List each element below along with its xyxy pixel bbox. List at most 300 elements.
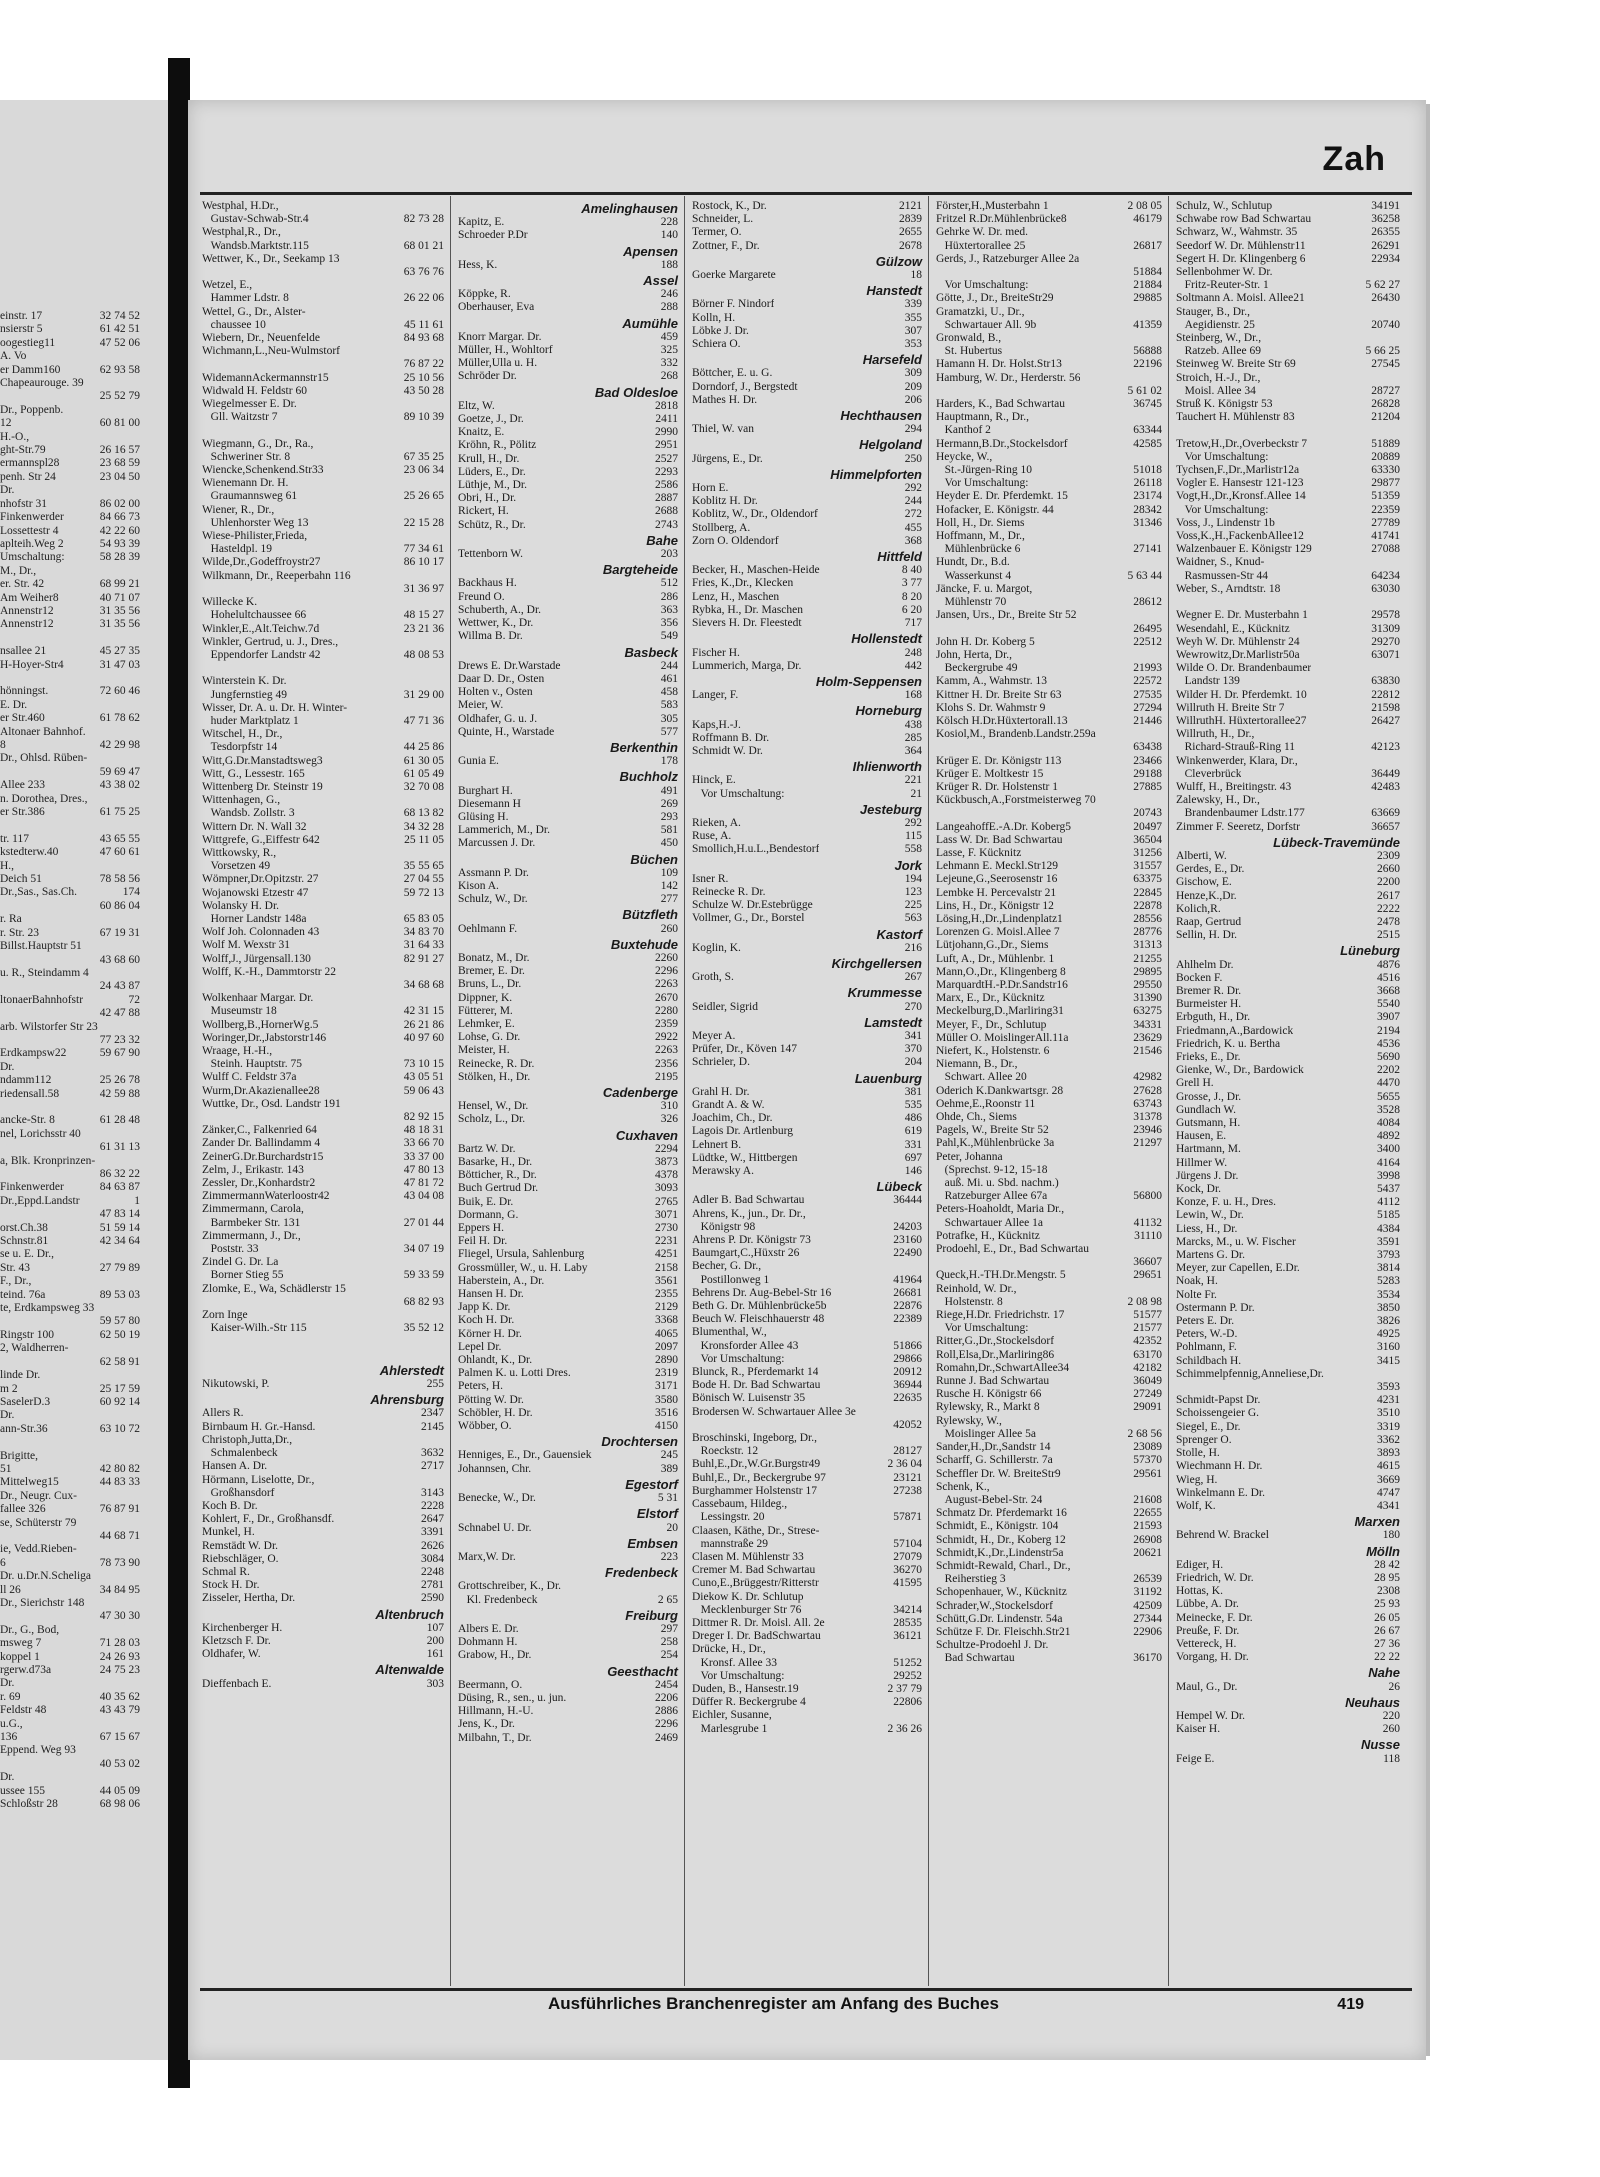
entry-phone-number: 42 31 15 <box>403 1005 444 1018</box>
entry-phone-number: 294 <box>904 423 922 436</box>
place-heading: Holm-Seppensen <box>815 673 922 689</box>
place-heading: Fredenbeck <box>605 1565 678 1581</box>
directory-entry <box>692 1525 922 1538</box>
entry-phone-number: 34 07 19 <box>403 1243 444 1256</box>
entry-phone-number: 22878 <box>1133 899 1162 912</box>
entry-name: penh. Str 24 <box>0 470 56 483</box>
directory-entry <box>692 312 922 325</box>
entry-name: Pohlmann, F. <box>1176 1341 1237 1354</box>
directory-entry <box>458 965 678 978</box>
entry-name: Hillmann, H.-U. <box>458 1705 534 1718</box>
entry-name: Poststr. 33 <box>202 1243 259 1256</box>
entry-phone-number <box>1156 1058 1162 1071</box>
directory-entry <box>1176 1723 1400 1736</box>
entry-name: Bad Schwartau <box>936 1652 1015 1665</box>
entry-phone-number: 25 93 <box>1374 1598 1400 1611</box>
entry-phone-number: 22906 <box>1133 1625 1162 1638</box>
entry-name <box>0 1208 3 1221</box>
entry-phone-number <box>1156 1560 1162 1573</box>
directory-entry <box>202 319 444 332</box>
entry-name: Bremer R. Dr. <box>1176 984 1242 997</box>
directory-entry <box>202 609 444 622</box>
directory-entry <box>202 490 444 503</box>
entry-name: Zottner, F., Dr. <box>692 239 760 252</box>
entry-phone-number: 47 83 14 <box>99 1208 140 1221</box>
directory-entry <box>202 477 444 490</box>
entry-name: Harders, K., Bad Schwartau <box>936 398 1066 411</box>
entry-phone-number: 45 11 61 <box>404 318 444 331</box>
entry-phone-number <box>1156 411 1162 424</box>
entry-name: Großhansdorf <box>202 1486 275 1499</box>
entry-phone-number: 48 15 27 <box>403 609 444 622</box>
entry-name <box>202 424 205 437</box>
entry-phone-number: 512 <box>660 577 678 590</box>
entry-phone-number: 2 36 26 <box>887 1722 922 1735</box>
entry-phone-number: 27 36 <box>1374 1637 1400 1650</box>
directory-entry <box>1176 755 1400 768</box>
directory-entry <box>458 259 678 272</box>
entry-phone-number: 57370 <box>1133 1454 1162 1467</box>
entry-name: Friedrich, K. u. Bertha <box>1176 1037 1281 1050</box>
entry-name: Munkel, H. <box>202 1526 255 1539</box>
directory-entry <box>202 1434 444 1447</box>
entry-name: Kletzsch F. Dr. <box>202 1634 271 1647</box>
directory-entry <box>936 1534 1162 1547</box>
book-spine <box>168 58 190 2088</box>
left-strip-entry <box>0 1034 140 1047</box>
entry-phone-number: 28 95 <box>1374 1571 1400 1584</box>
entry-name: Burghammer Holstenstr 17 <box>692 1484 817 1497</box>
directory-entry <box>1176 1474 1400 1487</box>
entry-name: Hausen, E. <box>1176 1130 1227 1143</box>
entry-phone-number: 76 87 22 <box>403 358 444 371</box>
directory-entry <box>458 893 678 906</box>
entry-name: Friedmann,A.,Bardowick <box>1176 1024 1294 1037</box>
directory-entry <box>692 732 922 745</box>
entry-name <box>0 632 3 645</box>
directory-entry <box>692 1511 922 1524</box>
entry-phone-number: 61 78 62 <box>99 712 140 725</box>
entry-phone-number: 27238 <box>893 1484 922 1497</box>
directory-entry <box>202 1500 444 1513</box>
directory-entry <box>936 596 1162 609</box>
entry-phone-number: 26828 <box>1371 398 1400 411</box>
entry-phone-number: 51889 <box>1371 437 1400 450</box>
directory-entry <box>202 1635 444 1648</box>
entry-name: Erbguth, H., Dr. <box>1176 1011 1251 1024</box>
directory-entry <box>458 1649 678 1662</box>
directory-entry <box>202 728 444 741</box>
entry-name: Kaps,H.-J. <box>692 718 741 731</box>
entry-name: Wiechmann H. Dr. <box>1176 1460 1263 1473</box>
entry-phone-number: 370 <box>904 1043 922 1056</box>
directory-entry <box>458 301 678 314</box>
entry-name: Klohs S. Dr. Wahmstr 9 <box>936 701 1046 714</box>
place-heading: Cadenberge <box>602 1085 678 1100</box>
entry-name: Roffmann B. Dr. <box>692 731 770 744</box>
entry-name: Oberhauser, Eva <box>458 301 535 314</box>
entry-name: Krüger E. Moltkestr 15 <box>936 767 1044 780</box>
directory-entry <box>1176 807 1400 820</box>
directory-entry <box>202 1203 444 1216</box>
entry-name: Koglin, K. <box>692 941 741 954</box>
entry-phone-number: 2280 <box>655 1004 678 1017</box>
directory-entry <box>1176 623 1400 636</box>
entry-name: nsierstr 5 <box>0 323 43 336</box>
entry-phone-number: 3391 <box>421 1526 444 1539</box>
entry-phone-number: 36270 <box>893 1564 922 1577</box>
entry-phone-number: 26681 <box>893 1286 922 1299</box>
entry-name <box>0 954 3 967</box>
left-strip-entry <box>0 766 140 779</box>
place-heading: Altenbruch <box>375 1606 444 1622</box>
entry-name: Rasmussen-Str 44 <box>1176 569 1268 582</box>
entry-name: St. Hubertus <box>936 345 1003 358</box>
entry-phone-number: 2231 <box>655 1235 678 1248</box>
entry-name: Schildbach H. <box>1176 1354 1242 1367</box>
entry-name: Mühlenstr 70 <box>936 596 1007 609</box>
directory-entry <box>1176 226 1400 239</box>
entry-name: MarquardtH.-P.Dr.Sandstr16 <box>936 978 1068 991</box>
left-strip-entry <box>0 1771 140 1784</box>
entry-phone-number: 28535 <box>893 1616 922 1629</box>
entry-phone-number: 68 13 82 <box>403 807 444 820</box>
entry-name: Gischow, E. <box>1176 876 1232 889</box>
entry-name: ancke-Str. 8 <box>0 1114 55 1127</box>
directory-entry <box>936 411 1162 424</box>
entry-phone-number: 89 53 03 <box>99 1288 140 1301</box>
directory-entry <box>936 464 1162 477</box>
entry-phone-number: 42 29 98 <box>99 739 140 751</box>
entry-phone-number: 34 68 68 <box>403 978 444 991</box>
entry-name: linde Dr. <box>0 1369 41 1382</box>
directory-entry <box>458 344 678 357</box>
left-strip-entry <box>0 1557 140 1570</box>
entry-name: Winkler, Gertrud, u. J., Dres., <box>202 635 339 648</box>
entry-phone-number: 26355 <box>1371 226 1400 239</box>
place-heading: Lüneburg <box>1340 943 1400 959</box>
directory-entry <box>936 926 1162 939</box>
entry-name: Palmen K. u. Lotti Dres. <box>458 1367 571 1380</box>
directory-entry <box>936 1230 1162 1243</box>
entry-phone-number <box>438 1335 444 1348</box>
entry-name: Albers E. Dr. <box>458 1622 519 1635</box>
entry-phone-number <box>1394 596 1400 609</box>
entry-name: Liess, H., Dr. <box>1176 1222 1238 1235</box>
entry-phone-number: 67 35 25 <box>403 450 444 463</box>
directory-entry <box>1176 279 1400 292</box>
left-strip-entry <box>0 712 140 725</box>
entry-name: Groth, S. <box>692 971 734 984</box>
place-heading: Hechthausen <box>840 408 922 424</box>
entry-phone-number <box>438 477 444 490</box>
entry-phone-number: 67 15 67 <box>99 1731 140 1744</box>
entry-name: Hess, K. <box>458 258 498 271</box>
directory-entry <box>202 1407 444 1420</box>
directory-entry <box>202 1283 444 1296</box>
directory-entry <box>202 821 444 834</box>
entry-name: Cremer M. Bad Schwartau <box>692 1564 816 1577</box>
entry-phone-number: 63 10 72 <box>99 1422 140 1435</box>
entry-name: Lins, H., Dr., Königstr 12 <box>936 899 1054 912</box>
directory-entry <box>458 1031 678 1044</box>
entry-phone-number <box>916 1525 922 1538</box>
directory-entry <box>202 1579 444 1592</box>
entry-phone-number: 3561 <box>655 1274 678 1287</box>
entry-phone-number: 59 72 13 <box>403 886 444 899</box>
entry-name: Uhlenhorster Weg 13 <box>202 516 309 529</box>
entry-name: Zorn O. Oldendorf <box>692 534 779 547</box>
entry-name <box>0 1356 3 1369</box>
entry-name: Hamann H. Dr. Holst.Str13 <box>936 358 1062 371</box>
directory-entry <box>1176 1130 1400 1143</box>
entry-phone-number: 21297 <box>1133 1137 1162 1150</box>
directory-entry <box>692 788 922 801</box>
entry-phone-number: 31110 <box>1134 1229 1162 1242</box>
entry-phone-number: 4516 <box>1377 971 1400 984</box>
entry-name: Tretow,H.,Dr.,Overbeckstr 7 <box>1176 437 1308 450</box>
entry-phone-number: 29651 <box>1133 1269 1162 1282</box>
entry-name: Wittkowsky, R., <box>202 846 277 859</box>
left-strip-entry <box>0 1208 140 1221</box>
directory-entry <box>1176 438 1400 451</box>
entry-name: Wilder H. Dr. Pferdemkt. 10 <box>1176 688 1307 701</box>
entry-name: Widwald H. Feldstr 60 <box>202 384 307 397</box>
entry-phone-number <box>1394 728 1400 741</box>
left-strip-entry <box>0 1061 140 1074</box>
directory-entry <box>458 1394 678 1407</box>
entry-name: Meyer, F., Dr., Schlutup <box>936 1018 1047 1031</box>
directory-entry <box>936 583 1162 596</box>
entry-phone-number: 5 63 44 <box>1127 569 1162 582</box>
left-strip-entry <box>0 913 140 926</box>
entry-name: Kirchenberger H. <box>202 1621 283 1634</box>
entry-name: einstr. 17 <box>0 310 43 322</box>
directory-entry <box>692 873 922 886</box>
directory-entry <box>1176 1262 1400 1275</box>
entry-name: Wraage, H.-H., <box>202 1045 273 1057</box>
entry-phone-number: 67 19 31 <box>99 926 140 939</box>
place-heading: Kirchgellersen <box>831 955 922 971</box>
directory-entry <box>458 331 678 344</box>
entry-name <box>0 900 3 913</box>
directory-entry <box>1176 530 1400 543</box>
entry-name <box>0 1315 3 1328</box>
entry-name: Maul, G., Dr. <box>1176 1680 1238 1693</box>
entry-name: Grandt A. & W. <box>692 1099 765 1111</box>
entry-phone-number: 62 93 58 <box>99 363 140 376</box>
entry-name: ndamm112 <box>0 1074 52 1087</box>
entry-name: Hohelultchaussee 66 <box>202 609 307 622</box>
entry-phone-number: 21255 <box>1133 952 1162 965</box>
directory-entry <box>458 1248 678 1261</box>
left-strip-entry <box>0 377 140 390</box>
entry-name: Dr. <box>0 1771 15 1784</box>
entry-phone-number: 2308 <box>1377 1585 1400 1598</box>
entry-name: Hammer Ldstr. 8 <box>202 292 289 305</box>
left-strip-entry <box>0 1074 140 1087</box>
directory-entry <box>202 807 444 820</box>
directory-entry <box>936 1520 1162 1533</box>
entry-name: Lembke H. Percevalstr 21 <box>936 886 1057 899</box>
directory-entry <box>692 1099 922 1112</box>
left-strip-entry <box>0 1463 140 1476</box>
left-strip-entry <box>0 1195 140 1208</box>
entry-phone-number: 4112 <box>1377 1196 1400 1209</box>
entry-phone-number: 455 <box>904 521 922 534</box>
entry-phone-number: 3593 <box>1377 1381 1400 1394</box>
left-strip-entry <box>0 498 140 511</box>
entry-name: Düffer R. Beckergrube 4 <box>692 1696 806 1709</box>
entry-phone-number: 109 <box>660 866 678 879</box>
entry-phone-number: 2688 <box>655 505 678 518</box>
entry-phone-number: 5690 <box>1377 1051 1400 1063</box>
left-strip-entry <box>0 1798 140 1811</box>
left-strip-entry <box>0 471 140 484</box>
directory-entry <box>1176 1275 1400 1288</box>
place-heading: Aumühle <box>622 315 678 331</box>
directory-entry <box>202 926 444 939</box>
entry-name: Langer, F. <box>692 689 739 702</box>
directory-entry <box>692 1139 922 1152</box>
place-heading: Assel <box>643 273 678 289</box>
entry-phone-number: 3907 <box>1377 1011 1400 1024</box>
left-strip-entry <box>0 1128 140 1141</box>
directory-entry <box>458 1169 678 1182</box>
left-strip-entry <box>0 940 140 953</box>
listing-column-5 <box>1176 200 1400 1766</box>
directory-entry <box>692 1630 922 1643</box>
entry-phone-number <box>1394 794 1400 807</box>
directory-entry <box>936 543 1162 556</box>
entry-name: Hauptmann, R., Dr., <box>936 411 1029 424</box>
entry-name: Siegel, E., Dr. <box>1176 1420 1241 1433</box>
directory-entry <box>936 741 1162 754</box>
directory-entry <box>692 1419 922 1432</box>
entry-phone-number <box>438 1474 444 1487</box>
place-heading: Altenwalde <box>375 1662 444 1678</box>
directory-entry <box>692 1709 922 1722</box>
entry-phone-number: 2263 <box>655 978 678 991</box>
entry-phone-number: 4378 <box>655 1169 678 1182</box>
entry-phone-number: 43 50 28 <box>403 384 444 397</box>
directory-entry <box>936 1309 1162 1322</box>
directory-entry <box>936 887 1162 900</box>
entry-name <box>202 1296 205 1309</box>
entry-name: Zander Dr. Ballindamm 4 <box>202 1137 321 1150</box>
directory-entry <box>936 1243 1162 1256</box>
top-rule <box>200 192 1412 195</box>
entry-name: Sprenger O. <box>1176 1433 1232 1446</box>
directory-entry <box>936 1296 1162 1309</box>
entry-phone-number: 3534 <box>1377 1288 1400 1301</box>
entry-phone-number: 2293 <box>655 465 678 478</box>
entry-phone-number: 2356 <box>655 1057 678 1070</box>
directory-entry <box>1176 464 1400 477</box>
directory-entry <box>458 1551 678 1564</box>
left-strip-entry <box>0 1342 140 1355</box>
entry-phone-number: 26118 <box>1133 477 1162 490</box>
entry-name: Kamm, A., Wahmstr. 13 <box>936 675 1047 688</box>
entry-name: Sievers H. Dr. Fleestedt <box>692 617 802 630</box>
entry-phone-number: 438 <box>904 718 922 731</box>
entry-phone-number: 3826 <box>1377 1315 1400 1328</box>
entry-name: Lehmker, E. <box>458 1017 515 1030</box>
entry-name: Seedorf W. Dr. Mühlenstr11 <box>1176 239 1306 252</box>
entry-name: Lüders, E., Dr. <box>458 465 526 478</box>
entry-phone-number: 2200 <box>1377 876 1400 889</box>
entry-phone-number: 31256 <box>1133 846 1162 859</box>
directory-entry <box>202 226 444 239</box>
entry-name: auß. Mi. u. Sbd. nachm.) <box>936 1177 1059 1190</box>
entry-phone-number: 45 27 35 <box>99 645 140 658</box>
entry-phone-number: 61 30 05 <box>403 754 444 767</box>
entry-phone-number: 2 36 04 <box>887 1458 922 1471</box>
directory-entry <box>458 1209 678 1222</box>
entry-name: Milbahn, T., Dr. <box>458 1731 532 1744</box>
entry-phone-number <box>1156 1177 1162 1190</box>
entry-phone-number: 2655 <box>899 226 922 239</box>
entry-phone-number: 245 <box>660 1449 678 1462</box>
entry-name: Hoffmann, M., Dr., <box>936 530 1025 543</box>
directory-entry <box>1176 1196 1400 1209</box>
entry-phone-number: 2886 <box>655 1705 678 1718</box>
entry-phone-number: 491 <box>660 784 678 797</box>
entry-phone-number: 2158 <box>655 1261 678 1274</box>
left-strip-entry <box>0 806 140 819</box>
entry-phone-number: 267 <box>904 971 922 984</box>
entry-name: Schwarz, W., Wahmstr. 35 <box>1176 226 1298 239</box>
entry-name: Schmidt,K.,Dr.,Lindenstr5a <box>936 1546 1064 1559</box>
directory-entry <box>692 1696 922 1709</box>
left-strip-entry <box>0 1718 140 1731</box>
directory-entry <box>458 548 678 561</box>
entry-name: Ruse, A. <box>692 830 732 843</box>
entry-name: Stölken, H., Dr. <box>458 1070 531 1083</box>
directory-entry <box>692 338 922 351</box>
entry-name: Hottas, K. <box>1176 1585 1223 1598</box>
directory-entry <box>936 1507 1162 1520</box>
entry-phone-number: 486 <box>904 1112 922 1125</box>
directory-entry <box>1176 972 1400 985</box>
directory-entry <box>936 1349 1162 1362</box>
directory-entry <box>936 966 1162 979</box>
entry-phone-number: 68 98 06 <box>99 1798 140 1811</box>
entry-name: Schimmelpfennig,Anneliese,Dr. <box>1176 1367 1324 1380</box>
entry-name: Brandenbaumer Ldstr.177 <box>1176 807 1305 820</box>
entry-name: Schwart. Allee 20 <box>936 1071 1027 1084</box>
entry-phone-number: 47 30 30 <box>99 1610 140 1623</box>
entry-name: Eichler, Susanne, <box>692 1709 772 1722</box>
entry-name: Drews E. Dr.Warstade <box>458 659 561 672</box>
entry-name: 2, Waldherren- <box>0 1342 69 1355</box>
left-strip-entry <box>0 1409 140 1422</box>
directory-entry <box>692 240 922 253</box>
directory-entry <box>202 1243 444 1256</box>
entry-phone-number <box>438 345 444 358</box>
entry-phone-number: 697 <box>904 1151 922 1164</box>
left-strip-entry <box>0 592 140 605</box>
place-heading: Nusse <box>1360 1737 1400 1753</box>
left-strip-entry <box>0 752 140 765</box>
entry-phone-number: 60 92 14 <box>99 1395 140 1408</box>
entry-name: Westphal,R., Dr., <box>202 226 281 239</box>
entry-name: Winterstein K. Dr. <box>202 675 287 688</box>
directory-entry <box>936 1441 1162 1454</box>
entry-phone-number: 48 18 31 <box>403 1124 444 1137</box>
entry-phone-number: 63830 <box>1371 675 1400 688</box>
entry-phone-number: 3580 <box>655 1393 678 1406</box>
